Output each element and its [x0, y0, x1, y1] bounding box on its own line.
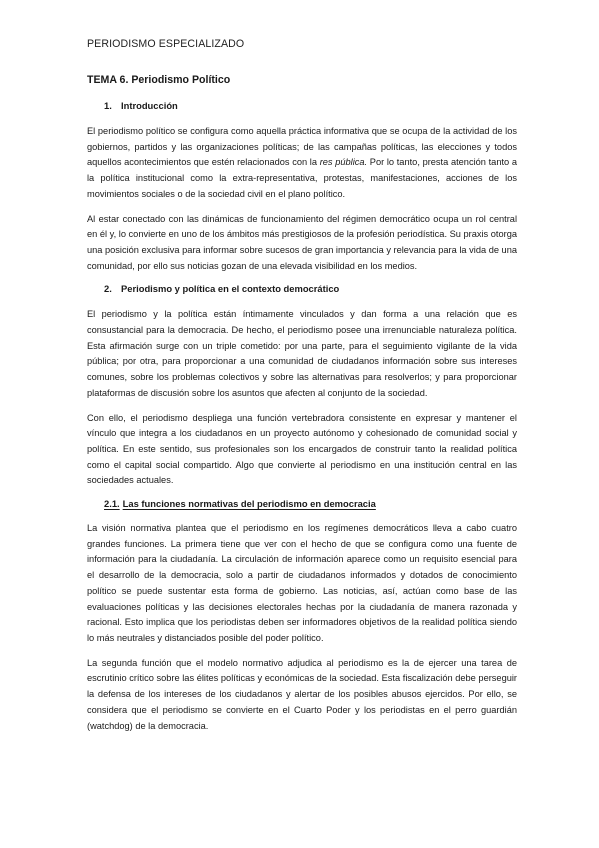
paragraph: El periodismo y la política están íntimamente vinculados y dan forma a una relación que es consustancial para la democracia. De hecho, el periodismo posee una irrenunciable naturaleza política. Esta afirmación surge con un triple cometido: por una parte, para el seguimiento vigilante de la vida pública; por otra, para proporcionar a una comunidad de ciudadanos información sobre sus intereses comunes, sobre los problemas colectivos y sobre las alternativas para resolverlos; y para proporcionar plataformas de discusión sobre los asuntos que afecten al conjunto de la sociedad. [87, 309, 517, 398]
paragraph: La segunda función que el modelo normativo adjudica al periodismo es la de ejercer una tarea de escrutinio crítico sobre las élites políticas y económicas de la sociedad. Esta fiscalización debe perseguir la defensa de los intereses de los ciudadanos y alertar de los posibles abusos ejercidos. Por ello, se considera que el periodismo se convierte en el Cuarto Poder y los periodistas en el perro guardián (watchdog) de la democracia. [87, 657, 517, 731]
paragraph: Al estar conectado con las dinámicas de funcionamiento del régimen democrático ocupa un rol central en él y, lo convierte en uno de los ámbitos más prestigiosos de la profesión periodística. Su praxis otorga una posición exclusiva para informar sobre sucesos de gran importancia y relevancia para la vida de una comunidad, por ello sus noticias gozan de una elevada visibilidad en los medios. [87, 213, 517, 271]
section-heading-periodismo-politica [87, 283, 517, 294]
section-title: Periodismo y política en el contexto democrático [121, 283, 340, 295]
section-heading-introduccion [87, 100, 517, 111]
paragraph-text: Por lo tanto, presta atención tanto a la política institucional como la extra-representativa, protestas, manifestaciones, acciones de los movimientos sociales o de la sociedad civil en el plano político. [87, 157, 517, 199]
subsection-number: 2.1. [104, 498, 120, 510]
paragraph [87, 124, 517, 203]
subsection-heading-funciones-normativas [87, 498, 517, 509]
section-title: Introducción [121, 100, 178, 111]
paragraph-text: El periodismo político se configura como aquella práctica informativa que se ocupa de la actividad de los gobiernos, partidos y las organizaciones políticas; de las campañas políticas, las elecciones y todos aquellos acontecimientos que estén relacionados con la [87, 126, 517, 168]
italic-term: res pública. [319, 157, 368, 168]
subsection-title: Las funciones normativas del periodismo en democracia [122, 498, 376, 510]
paragraph: Con ello, el periodismo despliega una función vertebradora consistente en expresar y mantener el vínculo que integra a los ciudadanos en un proyecto autónomo y cohesionado de comunidad social y política. En este sentido, sus profesionales son los encargados de construir tanto la realidad política como el capital social compartido. Algo que convierte al periodismo en una institución central en las sociedades actuales. [87, 412, 517, 486]
chapter-title: TEMA 6. Periodismo Político [87, 74, 231, 86]
running-header: PERIODISMO ESPECIALIZADO [87, 38, 245, 50]
paragraph: La visión normativa plantea que el periodismo en los regímenes democráticos lleva a cabo cuatro grandes funciones. La primera tiene que ver con el hecho de que se configura como una fuente de información para la ciudadanía. La circulación de información aparece como un requisito esencial para el desarrollo de la democracia, solo a partir de ciudadanos informados y dotados de conocimiento político se puede sustentar esta forma de gobierno. Las noticias, así, actúan como base de las evaluaciones políticas y las decisiones electorales hechas por la ciudadanía de manera razonada y racional. Esto implica que los periodistas deben ser informadores objetivos de la realidad política siendo lo más neutrales y distanciados posible del poder político. [87, 523, 517, 643]
section-number: 1. [104, 100, 112, 111]
section-number: 2. [104, 283, 112, 295]
